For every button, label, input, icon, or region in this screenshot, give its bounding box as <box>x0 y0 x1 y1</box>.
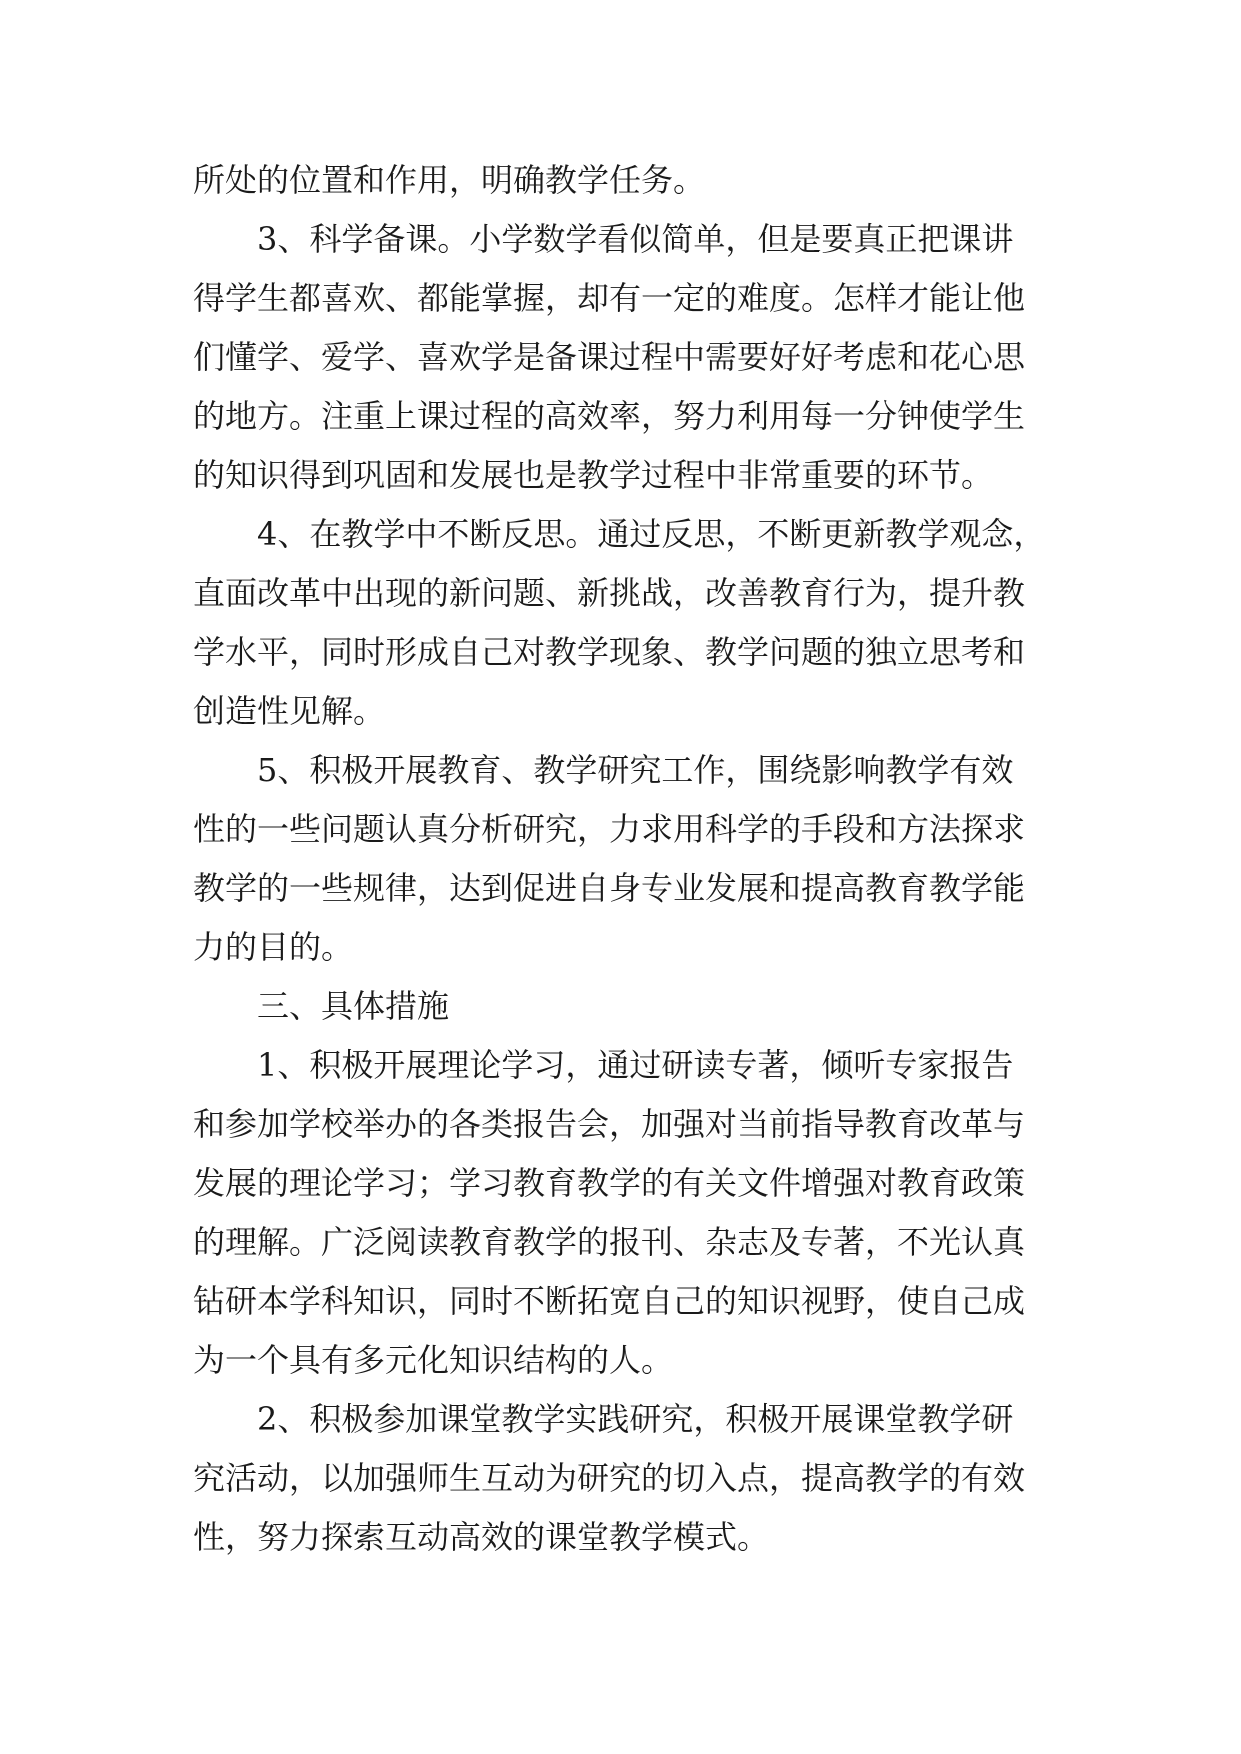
text-line: 性，努力探索互动高效的课堂教学模式。 <box>193 1518 770 1556</box>
text-line: 们懂学、爱学、喜欢学是备课过程中需要好好考虑和花心思 <box>193 338 1026 376</box>
text-line: 5、积极开展教育、教学研究工作，围绕影响教学有效 <box>257 751 1014 789</box>
document-body <box>193 151 1063 1567</box>
text-line: 为一个具有多元化知识结构的人。 <box>193 1341 674 1379</box>
text-line: 力的目的。 <box>193 928 354 966</box>
text-line: 的地方。注重上课过程的高效率，努力利用每一分钟使学生 <box>193 397 1026 435</box>
text-line: 创造性见解。 <box>193 692 386 730</box>
text-line: 性的一些问题认真分析研究，力求用科学的手段和方法探求 <box>193 810 1026 848</box>
text-line: 学水平，同时形成自己对教学现象、教学问题的独立思考和 <box>193 633 1026 671</box>
text-line: 直面改革中出现的新问题、新挑战，改善教育行为，提升教 <box>193 574 1026 612</box>
text-line: 发展的理论学习；学习教育教学的有关文件增强对教育政策 <box>193 1164 1026 1202</box>
text-line: 钻研本学科知识，同时不断拓宽自己的知识视野，使自己成 <box>193 1282 1026 1320</box>
text-line: 2、积极参加课堂教学实践研究，积极开展课堂教学研 <box>257 1400 1014 1438</box>
text-line: 得学生都喜欢、都能掌握，却有一定的难度。怎样才能让他 <box>193 279 1026 317</box>
section-heading: 三、具体措施 <box>257 987 450 1025</box>
text-line: 的理解。广泛阅读教育教学的报刊、杂志及专著，不光认真 <box>193 1223 1026 1261</box>
text-line: 和参加学校举办的各类报告会，加强对当前指导教育改革与 <box>193 1105 1026 1143</box>
text-line: 究活动，以加强师生互动为研究的切入点，提高教学的有效 <box>193 1459 1026 1497</box>
text-line: 的知识得到巩固和发展也是教学过程中非常重要的环节。 <box>193 456 994 494</box>
text-line: 1、积极开展理论学习，通过研读专著，倾听专家报告 <box>257 1046 1014 1084</box>
text-line: 教学的一些规律，达到促进自身专业发展和提高教育教学能 <box>193 869 1026 907</box>
text-line: 4、在教学中不断反思。通过反思，不断更新教学观念， <box>257 515 1046 553</box>
text-line: 3、科学备课。小学数学看似简单，但是要真正把课讲 <box>257 220 1014 258</box>
text-line: 所处的位置和作用，明确教学任务。 <box>193 161 706 199</box>
